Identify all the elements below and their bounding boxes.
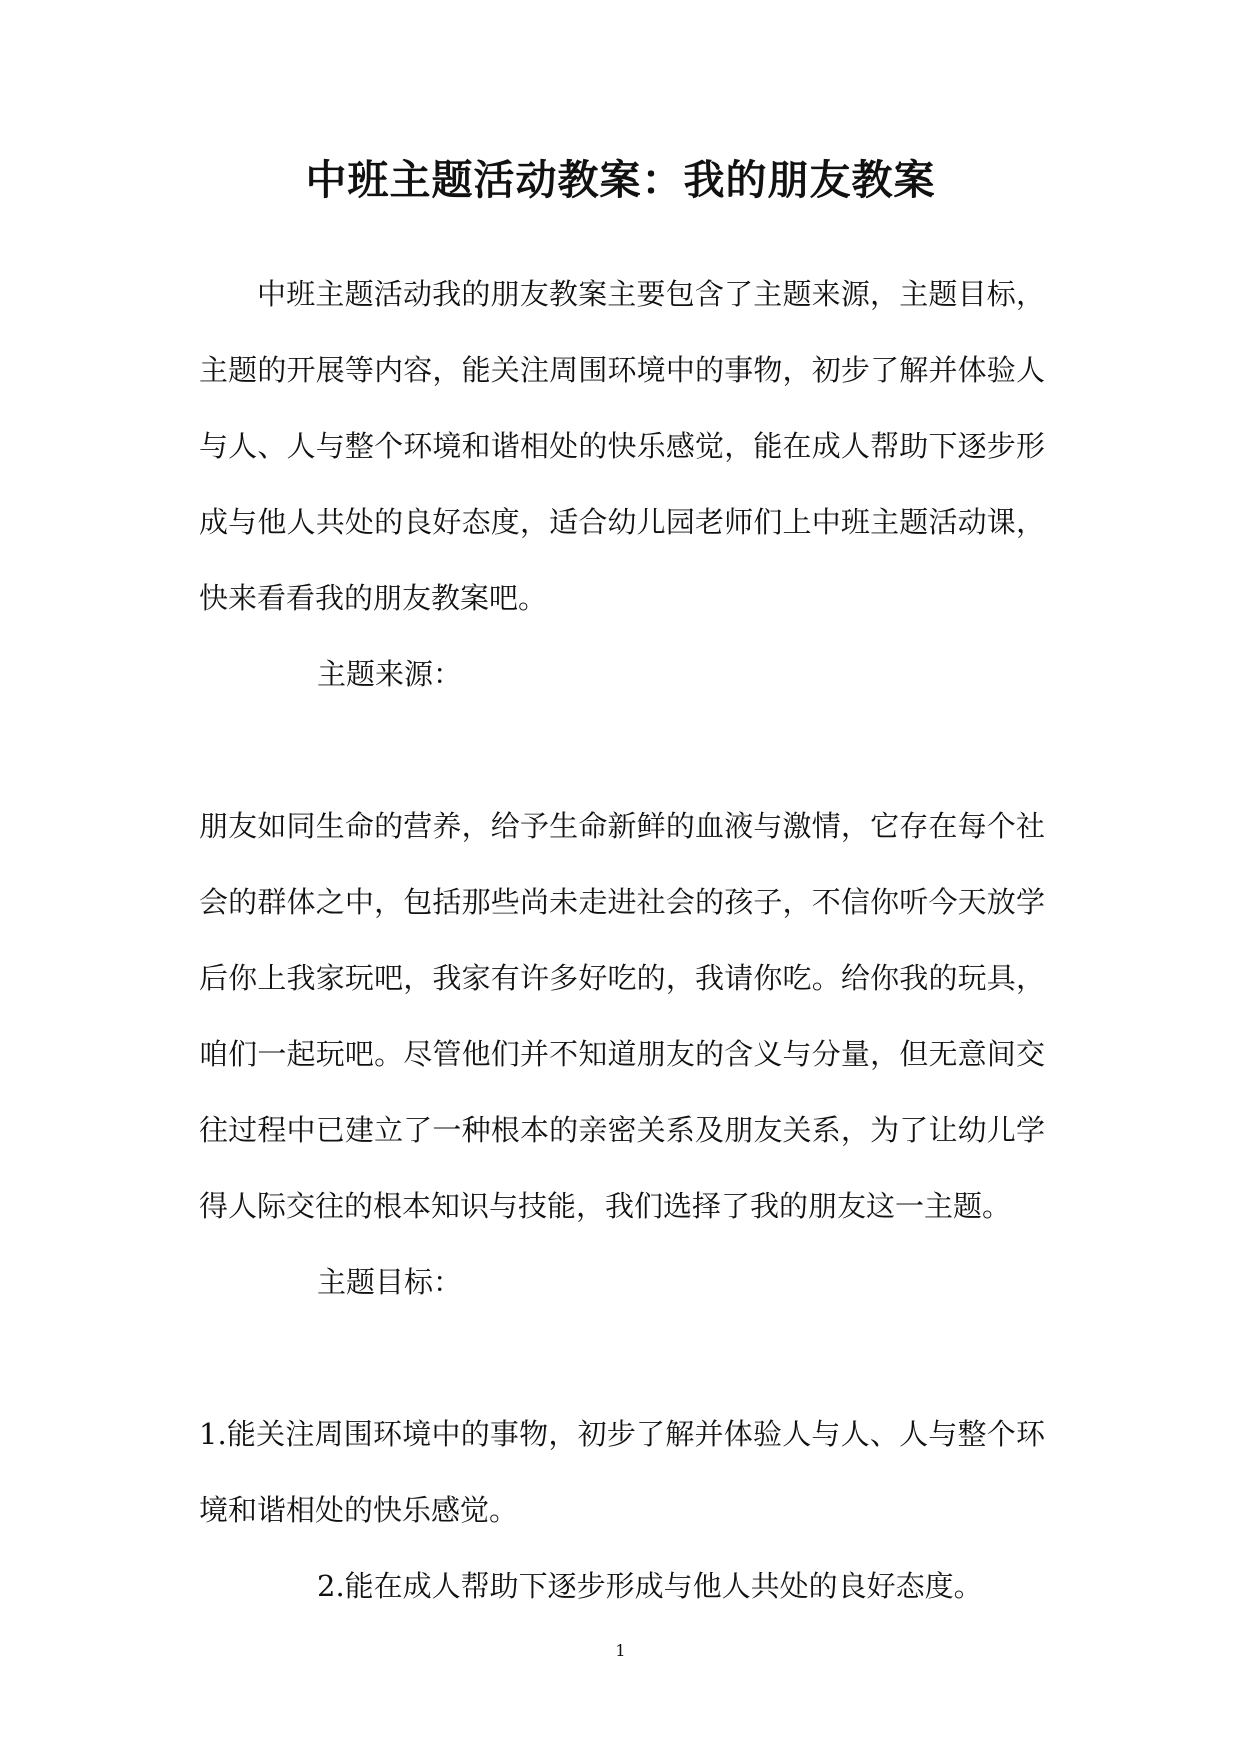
source-paragraph: 朋友如同生命的营养，给予生命新鲜的血液与激情，它存在每个社会的群体之中，包括那些尚未走进社会的孩子，不信你听今天放学后你上我家玩吧，我家有许多好吃的，我请你吃。给你我的玩具，咱们一起玩吧。尽管他们并不知道朋友的含义与分量，但无意间交往过程中已建立了一种根本的亲密关系及朋友关系，为了让幼儿学得人际交往的根本知识与技能，我们选择了我的朋友这一主题。 [199, 809, 1045, 1223]
spacer [199, 1320, 1045, 1396]
page-number: 1 [615, 1641, 626, 1660]
intro-paragraph: 中班主题活动我的朋友教案主要包含了主题来源，主题目标，主题的开展等内容，能关注周围环境中的事物，初步了解并体验人与人、人与整个环境和谐相处的快乐感觉，能在成人帮助下逐步形成与他人共处的良好态度，适合幼儿园老师们上中班主题活动课，快来看看我的朋友教案吧。 [199, 277, 1045, 615]
goal-item-2: 2.能在成人帮助下逐步形成与他人共处的良好态度。 [317, 1569, 983, 1603]
document-title: 中班主题活动教案：我的朋友教案 [305, 156, 936, 204]
document-body [199, 256, 1045, 1624]
goal-item-1: 1.能关注周围环境中的事物，初步了解并体验人与人、人与整个环境和谐相处的快乐感觉。 [199, 1417, 1045, 1527]
section-heading-source: 主题来源： [317, 657, 463, 691]
spacer [199, 712, 1045, 788]
section-heading-goals: 主题目标： [317, 1265, 463, 1299]
